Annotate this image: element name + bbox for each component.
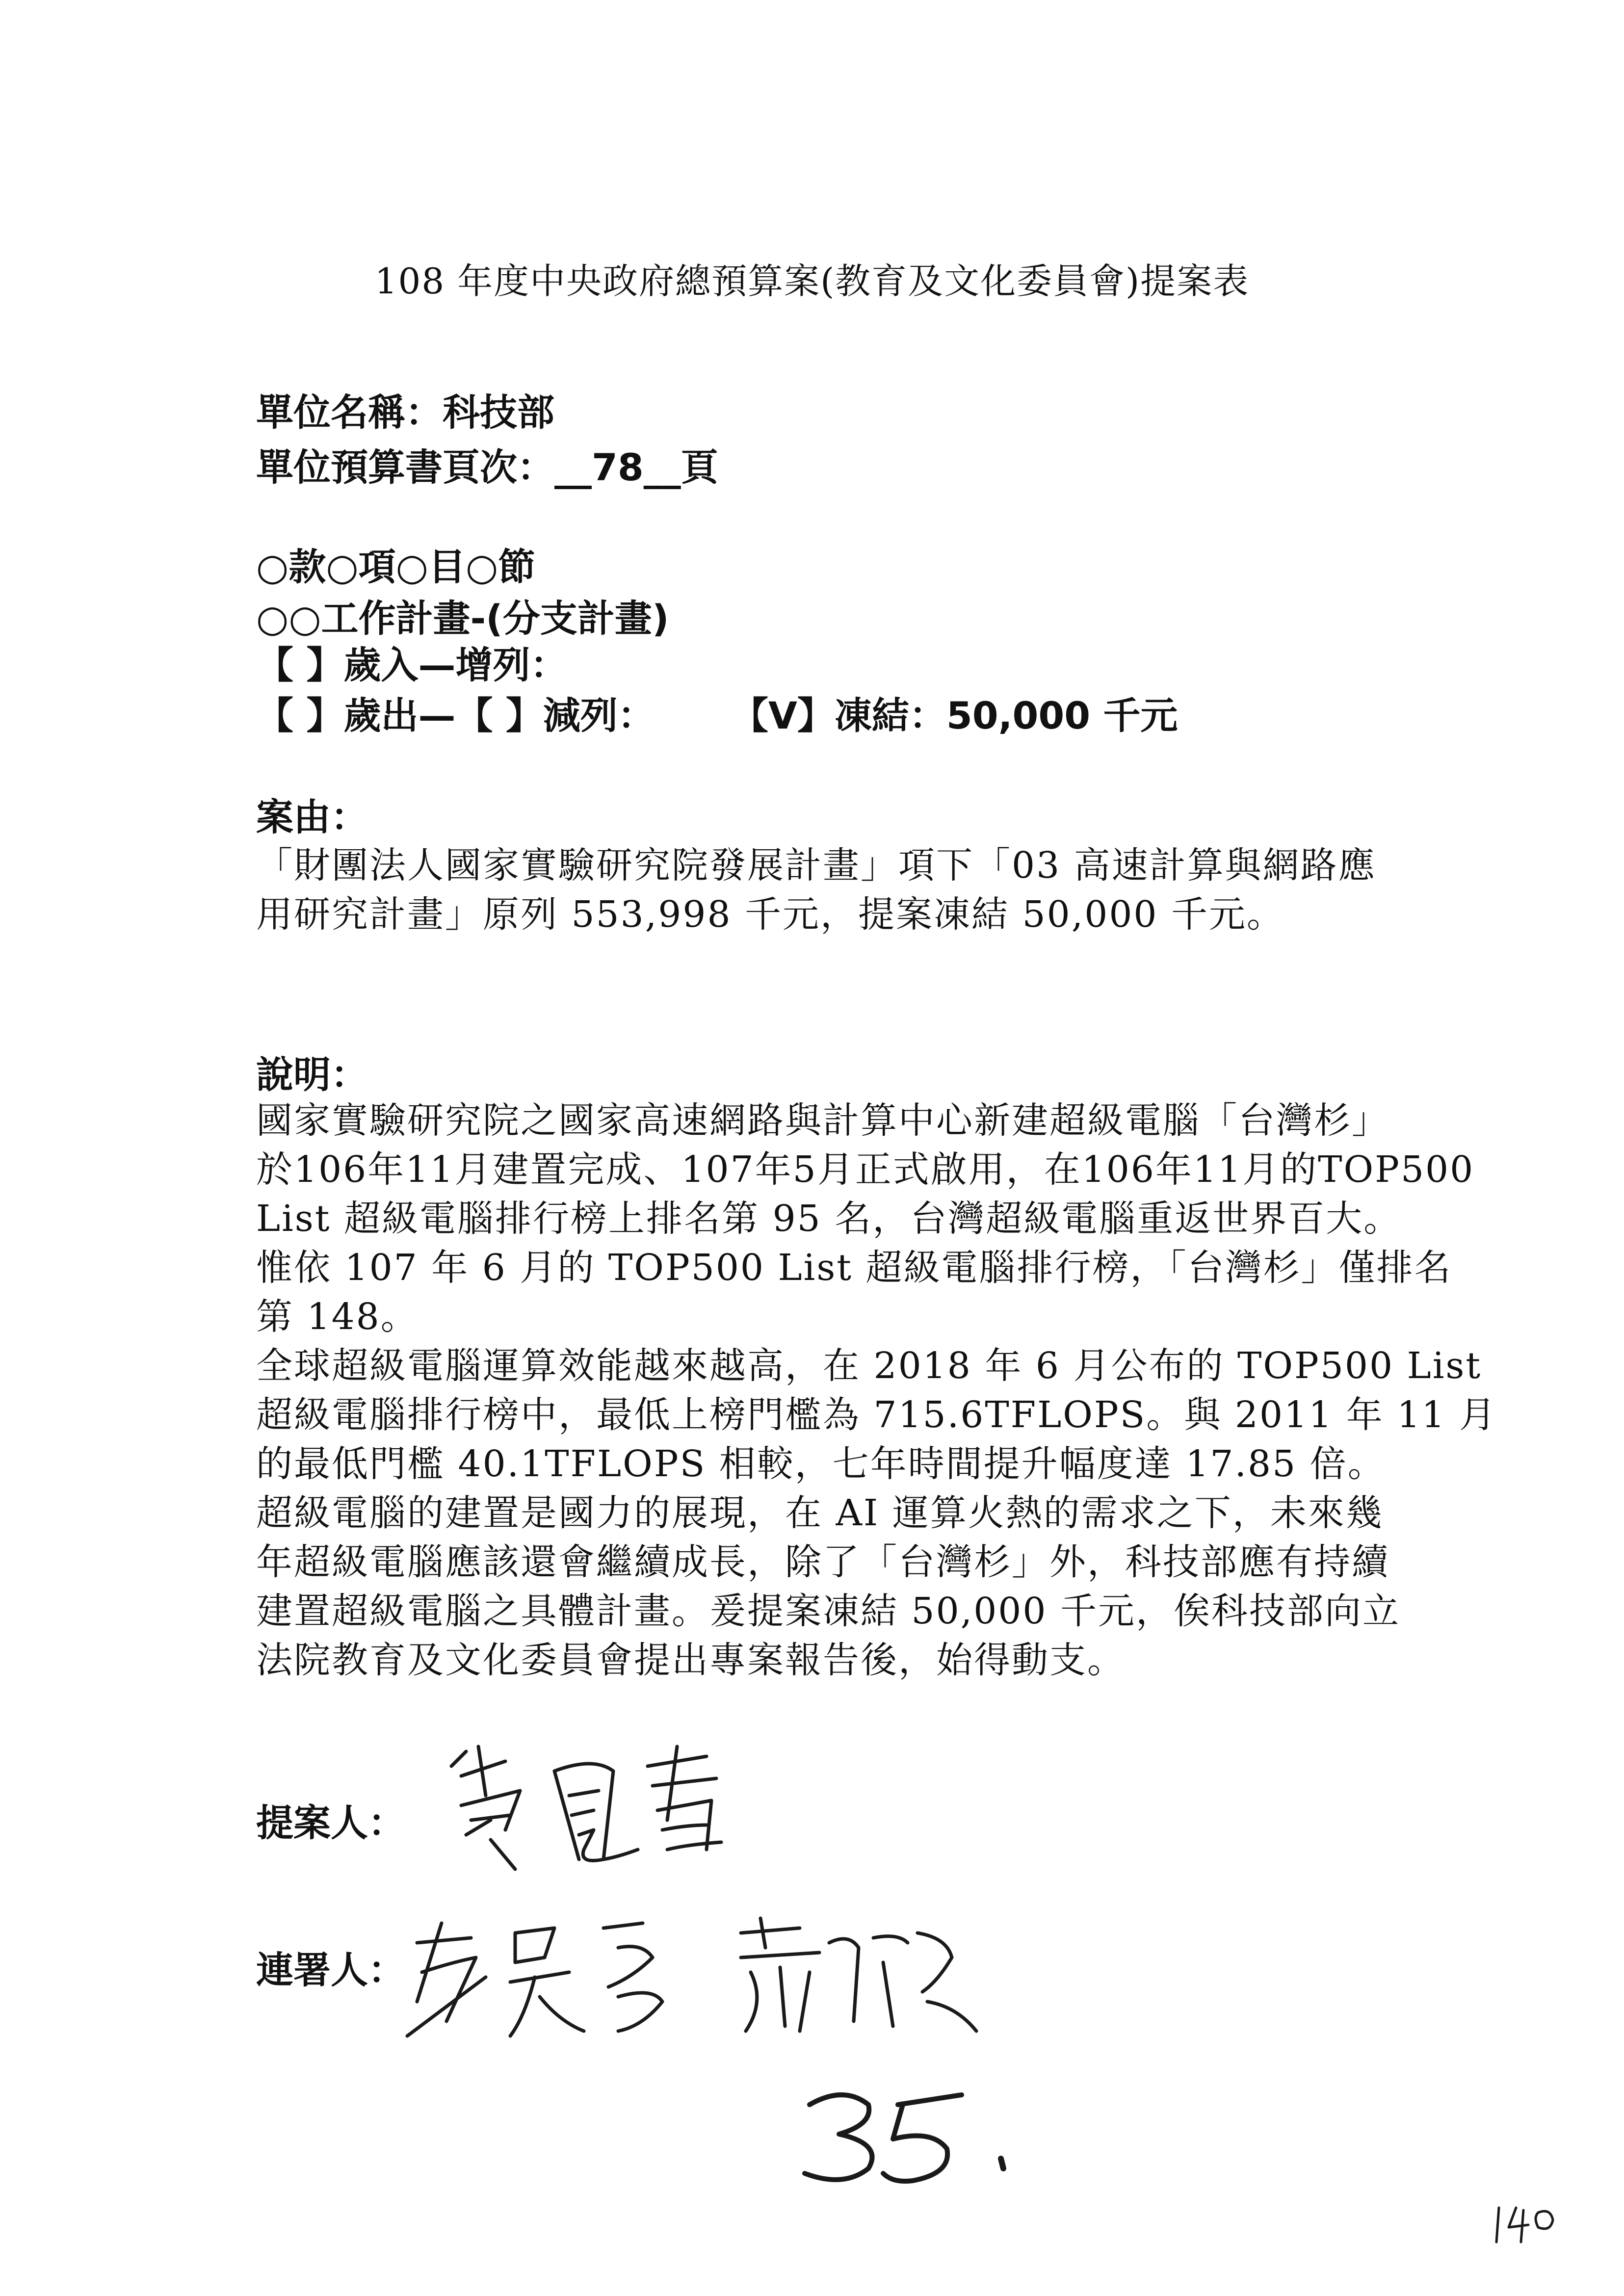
budget-page-number: 單位預算書頁次：__78__頁 (256, 445, 718, 489)
explanation-line: 於106年11月建置完成、107年5月正式啟用，在106年11月的TOP500 (256, 1148, 1475, 1191)
program-line: ○○工作計畫-(分支計畫) (256, 597, 669, 640)
explanation-line: 惟依 107 年 6 月的 TOP500 List 超級電腦排行榜，「台灣杉」僅排名 (256, 1247, 1452, 1289)
proposer-signature (432, 1737, 736, 1884)
explanation-line: 建置超級電腦之具體計畫。爰提案凍結 50,000 千元，俟科技部向立 (256, 1590, 1400, 1632)
explanation-line: 的最低門檻 40.1TFLOPS 相較，七年時間提升幅度達 17.85 倍。 (256, 1443, 1386, 1485)
proposer-label: 提案人： (256, 1801, 405, 1845)
page-mark (1492, 2198, 1560, 2247)
explanation-line: 法院教育及文化委員會提出專案報告後，始得動支。 (256, 1639, 1125, 1681)
explanation-line: List 超級電腦排行榜上排名第 95 名，台灣超級電腦重返世界百大。 (256, 1198, 1402, 1240)
explanation-line: 超級電腦的建置是國力的展現，在 AI 運算火熱的需求之下，未來幾 (256, 1492, 1384, 1534)
cosigner-signatures (388, 1904, 1006, 2051)
explanation-line: 年超級電腦應該還會繼續成長，除了「台灣杉」外，科技部應有持續 (256, 1541, 1389, 1583)
section-line: ○款○項○目○節 (256, 545, 536, 589)
explanation-line: 國家實驗研究院之國家高速網路與計算中心新建超級電腦「台灣杉」 (256, 1099, 1389, 1142)
freeze-line: 【V】凍結：50,000 千元 (731, 694, 1178, 737)
explanation-heading: 說明： (256, 1053, 368, 1096)
explanation-line: 全球超級電腦運算效能越來越高，在 2018 年 6 月公布的 TOP500 List (256, 1345, 1482, 1387)
reason-heading: 案由： (256, 795, 368, 839)
reason-line: 「財團法人國家實驗研究院發展計畫」項下「03 高速計算與網路應 (256, 844, 1376, 887)
explanation-line: 超級電腦排行榜中，最低上榜門檻為 715.6TFLOPS。與 2011 年 11 月 (256, 1394, 1497, 1436)
unit-name: 單位名稱：科技部 (256, 391, 554, 434)
cosigner-label: 連署人： (256, 1948, 405, 1992)
document-title: 108 年度中央政府總預算案(教育及文化委員會)提案表 (374, 261, 1250, 302)
expense-line: 【 】歲出—【 】減列： (256, 694, 655, 737)
handwritten-number (785, 2075, 1040, 2193)
revenue-line: 【 】歲入—增列： (256, 643, 568, 687)
explanation-line: 第 148。 (256, 1296, 419, 1338)
reason-line: 用研究計畫」原列 553,998 千元，提案凍結 50,000 千元。 (256, 893, 1285, 936)
